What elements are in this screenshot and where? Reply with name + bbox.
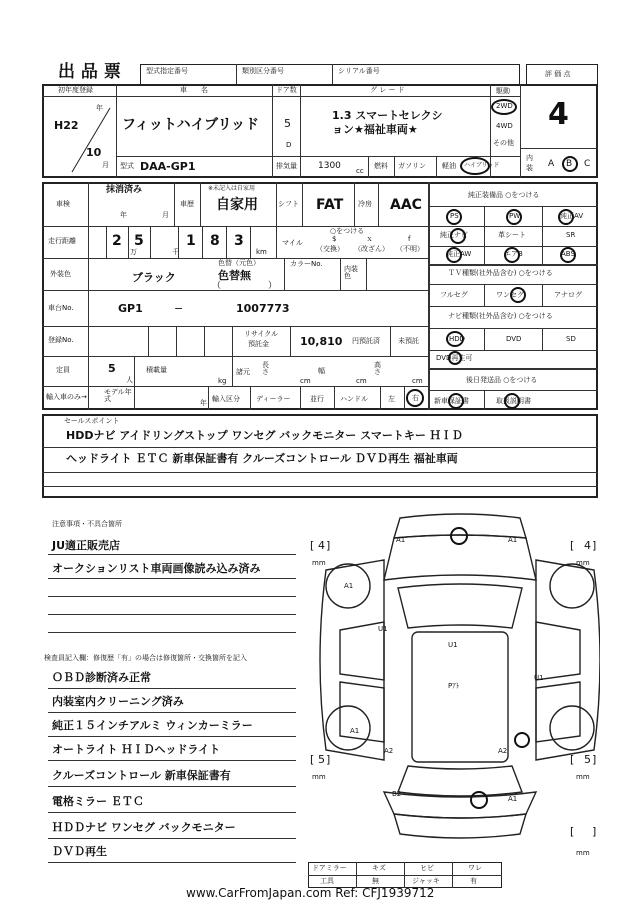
inspector-line-7: ＨＤＤナビ ワンセグ バックモニター: [52, 821, 236, 834]
navi-title: ナビ種類(社外品含む) ○をつける: [448, 312, 553, 320]
table-cell-3: ジャッキ: [412, 877, 440, 885]
mileage-digit-1: 2: [112, 233, 122, 249]
altered-label: （改ざん）: [354, 245, 389, 253]
genuine-equipment-title: 純正装備品 ○をつける: [468, 191, 540, 199]
table-cell-2: 無: [372, 877, 379, 885]
damage-circle-rear-right: [514, 732, 530, 748]
mileage-label: 走行距離: [48, 237, 76, 245]
color-paren-open: （: [212, 281, 222, 291]
damage-circle-front: [450, 527, 468, 545]
sales-points-line-2: ヘッドライト ＥＴＣ 新車保証書有 クルーズコントロール ＤＶＤ再生 福祉車両: [66, 452, 458, 465]
tread-rear-left-unit: mm: [312, 773, 326, 781]
diag-label-10: A2: [498, 747, 508, 755]
fuel-label: 燃料: [374, 162, 388, 170]
inspector-line-6: 電格ミラー ＥＴＣ: [52, 795, 144, 808]
table-head-2: キズ: [372, 864, 386, 872]
recycle-label-2: 預託金: [248, 340, 269, 348]
interior-color-label: 内装色: [344, 265, 358, 280]
history-value: 自家用: [216, 197, 258, 213]
tv-oneseg: ワンセグ: [496, 291, 524, 299]
tread-front-left: 4: [318, 539, 325, 552]
inspector-line-4: オートライト ＨＩＤヘッドライト: [52, 743, 221, 756]
navi-dvd: DVD: [506, 335, 522, 343]
diag-label-3: A1: [344, 582, 354, 590]
doors-value: 5: [284, 117, 291, 130]
table-cell-1: 工具: [320, 877, 334, 885]
diag-label-12: A1: [508, 795, 518, 803]
aircon-label: 冷房: [358, 200, 372, 208]
equip-genuine-navi: 純正ナビ: [440, 231, 468, 239]
tread-spare-unit: mm: [576, 849, 590, 857]
unknown-mark: f: [408, 235, 411, 243]
shift-label: シフト: [278, 200, 299, 208]
inspector-line-2: 内装室内クリーニング済み: [52, 695, 184, 708]
chassis-prefix: GP1: [118, 302, 143, 315]
first-reg-month: 10: [86, 146, 102, 159]
interior-c: C: [584, 159, 591, 169]
drive-2wd: 2WD: [496, 102, 513, 110]
navi-sd: SD: [566, 335, 576, 343]
mileage-man-unit: 万: [130, 248, 137, 256]
equip-genuine-aw: 純正AW: [446, 250, 472, 258]
diag-label-1: A1: [396, 536, 406, 544]
tread-rear-left: 5: [318, 753, 325, 766]
table-head-3: ヒビ: [420, 864, 434, 872]
chassis-number: 1007773: [236, 302, 290, 315]
exchange-label: （交換）: [316, 245, 344, 253]
tv-title: ＴＶ種類(社外品含む) ○をつける: [448, 269, 553, 277]
recycle-not-deposited: 未預託: [398, 337, 419, 345]
tread-front-right-close: ]: [592, 539, 597, 552]
mileage-digit-2: 5: [134, 233, 144, 249]
mileage-sen-unit: 千: [172, 248, 179, 256]
year-unit: 年: [96, 104, 103, 112]
length-label: 長さ: [262, 361, 269, 376]
tread-front-right-unit: mm: [576, 559, 590, 567]
import-label: 輸入車のみ→: [46, 393, 87, 401]
note-line-1: JU適正販売店: [52, 539, 121, 552]
fuel-hybrid: ハイブリッド: [464, 162, 500, 169]
equip-pw: PW: [509, 212, 521, 220]
equip-abs: ABS: [561, 250, 575, 258]
sales-points-line-1: HDDナビ アイドリングストップ ワンセグ バックモニター スマートキー ＨＩＤ: [66, 429, 463, 442]
fuel-gas: ガソリン: [398, 162, 426, 170]
table-head-1: ドアミラー: [312, 864, 347, 872]
diag-label-7: Pｱﾄ: [448, 682, 460, 690]
shift-value: FAT: [316, 197, 344, 213]
tread-spare-close: ]: [592, 825, 597, 838]
history-label: 車歴: [180, 200, 194, 208]
shaken-month-unit: 月: [162, 211, 169, 219]
length-cm-unit: cm: [300, 377, 311, 385]
import-dealer: ディーラー: [256, 395, 291, 403]
score-value: 4: [548, 97, 569, 132]
sales-points-label: セールスポイント: [64, 417, 120, 425]
equip-ps: PS: [450, 212, 459, 220]
table-head-4: ワレ: [468, 864, 482, 872]
width-cm-unit: cm: [356, 377, 367, 385]
dvd-play: DVD再生可: [436, 354, 473, 362]
cc-unit: cc: [356, 167, 364, 175]
recycle-value: 10,810: [300, 335, 343, 348]
inspector-line-5: クルーズコントロール 新車保証書有: [52, 769, 231, 782]
tread-rear-right-unit: mm: [576, 773, 590, 781]
car-name-label: 車 名: [180, 86, 208, 94]
door-suffix: D: [286, 141, 292, 149]
color-original-label: 色替（元色）: [218, 259, 260, 267]
model-year-label: モデル年式: [104, 388, 132, 403]
recycle-deposited: 円預託済: [352, 337, 380, 345]
capacity-unit: 人: [126, 376, 133, 384]
color-label: 外装色: [50, 270, 71, 278]
diag-label-4: U1: [378, 625, 388, 633]
capacity-value: 5: [108, 362, 116, 375]
tread-rear-right-close: ]: [592, 753, 597, 766]
aircon-value: AAC: [390, 197, 422, 213]
later-manual: 取扱説明書: [496, 397, 531, 405]
navi-hdd: HDD: [449, 335, 466, 343]
doc-title: 出 品 票: [58, 62, 121, 82]
class-no-label: 類別区分番号: [242, 67, 284, 75]
inspector-line-3: 純正１５インチアルミ ウィンカーミラー: [52, 719, 253, 732]
equip-genuine-av: 純正AV: [560, 212, 584, 220]
handle-right: 右: [412, 394, 419, 402]
month-unit: 月: [102, 161, 109, 169]
tv-fullseg: フルセグ: [440, 291, 468, 299]
diag-label-2: A1: [508, 536, 518, 544]
displacement-value: 1300: [318, 161, 341, 171]
mileage-circle-note: ○をつける: [330, 227, 365, 235]
import-parallel: 並行: [310, 395, 324, 403]
grade-label: グ レ ー ド: [370, 86, 405, 94]
car-name: フィットハイブリッド: [122, 117, 260, 133]
first-reg-era: H22: [54, 119, 79, 132]
height-label: 高さ: [374, 361, 381, 376]
import-class-label: 輸入区分: [212, 395, 240, 403]
chassis-label: 車台No.: [48, 304, 74, 312]
tread-front-left-close: ]: [326, 539, 331, 552]
note-line-2: オークションリスト車両画像読み込み済み: [52, 562, 261, 575]
diag-label-8: A1: [350, 727, 360, 735]
handle-left: 左: [388, 395, 395, 403]
inspector-label: 検査員記入欄：修復歴「有」の場合は修復箇所・交換箇所を記入: [44, 654, 247, 662]
interior-a: A: [548, 159, 555, 169]
tread-front-left-unit: mm: [312, 559, 326, 567]
interior-label-2: 装: [526, 164, 533, 172]
capacity-label: 定員: [56, 366, 70, 374]
serial-no-label: シリアル番号: [338, 67, 380, 75]
diag-label-5: U1: [448, 641, 458, 649]
table-cell-4: 有: [470, 877, 477, 885]
tread-spare-open: [: [570, 825, 575, 838]
load-label: 積載量: [146, 366, 167, 374]
interior-b: B: [566, 159, 573, 169]
tread-rear-left-open: [: [310, 753, 315, 766]
tread-front-left-open: [: [310, 539, 315, 552]
mileage-digit-3: 1: [186, 233, 196, 249]
later-warranty: 新車保証書: [434, 397, 469, 405]
chassis-dash: −: [174, 302, 184, 315]
diag-label-9: A2: [384, 747, 394, 755]
equip-sr: SR: [566, 231, 576, 239]
drive-label: 駆動: [496, 87, 510, 95]
width-label: 幅: [318, 367, 325, 375]
color-paren-close: ）: [268, 281, 278, 291]
shaken-label: 車検: [56, 200, 70, 208]
header-id-row: [140, 64, 520, 86]
equip-airbag: エアB: [504, 250, 523, 258]
color-no-label: カラーNo.: [290, 260, 323, 268]
tread-front-right: 4: [584, 539, 591, 552]
reg-no-label: 登録No.: [48, 336, 74, 344]
model-year-unit: 年: [200, 399, 207, 407]
grade-line-2: ョン★福祉車両★: [332, 123, 418, 136]
history-note: ※未記入は自家用: [208, 185, 256, 192]
shaken-year-unit: 年: [120, 211, 127, 219]
diag-label-11: B2: [392, 790, 402, 798]
unknown-label: （不明）: [396, 245, 424, 253]
doors-label: ドア数: [276, 86, 297, 94]
model-value: DAA-GP1: [140, 160, 196, 173]
notes-label: 注意事項・不具合箇所: [52, 520, 122, 528]
inspector-line-8: ＤＶＤ再生: [52, 845, 107, 858]
color-original-value: 色替無: [218, 269, 251, 282]
equip-leather: 革シート: [498, 231, 526, 239]
tread-rear-left-close: ]: [326, 753, 331, 766]
later-title: 後日発送品 ○をつける: [466, 376, 538, 384]
mileage-digit-5: 3: [234, 233, 244, 249]
dims-label: 諸元: [236, 368, 250, 376]
drive-4wd: 4WD: [496, 122, 513, 130]
mile-label: マイル: [282, 239, 303, 247]
height-cm-unit: cm: [412, 377, 423, 385]
fuel-diesel: 軽油: [442, 162, 456, 170]
altered-mark: ｘ: [366, 235, 373, 243]
load-kg-unit: kg: [218, 377, 227, 385]
type-spec-label: 型式指定番号: [146, 67, 188, 75]
score-label: 評 価 点: [545, 70, 571, 78]
tread-rear-right: 5: [584, 753, 591, 766]
mileage-digit-4: 8: [210, 233, 220, 249]
damage-circle-rear: [470, 791, 488, 809]
tread-rear-right-open: [: [570, 753, 575, 766]
car-damage-diagram: [300, 510, 600, 850]
handle-label: ハンドル: [340, 395, 368, 403]
grade-line-1: 1.3 スマートセレクシ: [332, 109, 443, 122]
diag-label-6: U1: [534, 674, 544, 682]
mileage-km-unit: km: [256, 248, 267, 256]
color-value: ブラック: [132, 271, 176, 284]
recycle-label-1: リサイクル: [244, 330, 279, 338]
exchange-mark: $: [332, 235, 337, 243]
first-reg-label: 初年度登録: [58, 86, 93, 94]
watermark: www.CarFromJapan.com Ref: CFJ1939712: [186, 886, 435, 900]
model-label: 型式: [120, 162, 134, 170]
tv-analog: アナログ: [554, 291, 582, 299]
inspector-line-1: ＯＢＤ診断済み正常: [52, 671, 151, 684]
displacement-label: 排気量: [276, 162, 297, 170]
interior-label-1: 内: [526, 154, 533, 162]
tread-front-right-open: [: [570, 539, 575, 552]
drive-other: その他: [493, 139, 514, 147]
shaken-value: 抹消済み: [106, 185, 143, 195]
